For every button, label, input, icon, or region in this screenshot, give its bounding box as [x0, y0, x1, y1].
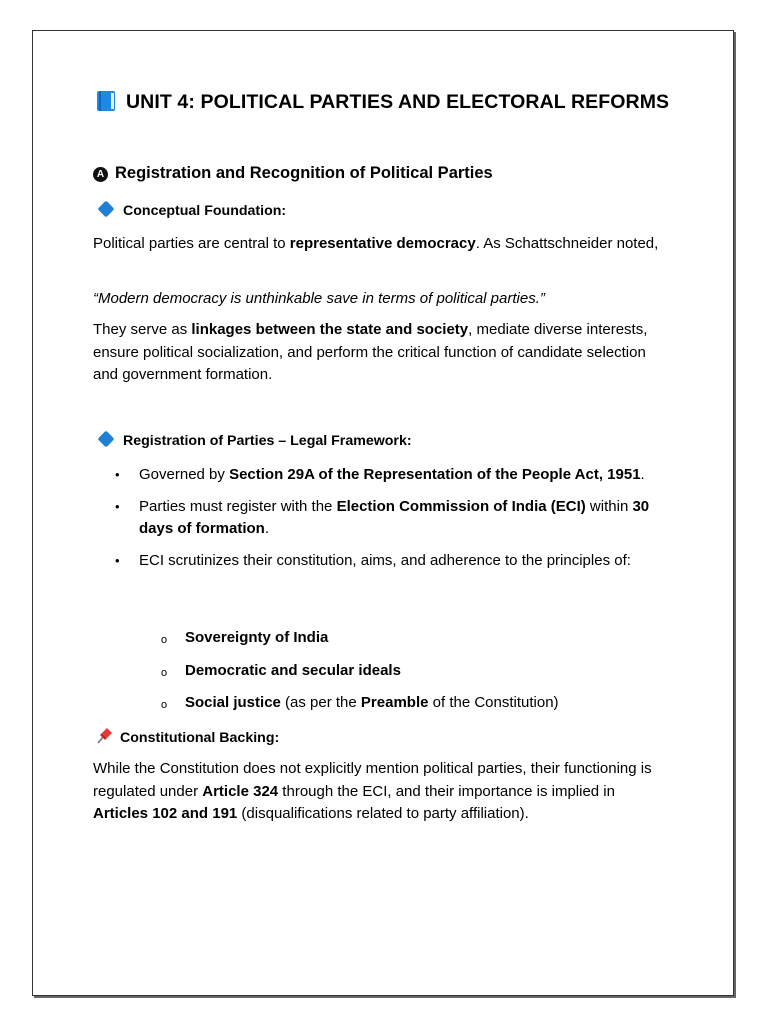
- bold-text: linkages between the state and society: [191, 321, 469, 338]
- bold-text: Sovereignty of India: [185, 629, 329, 646]
- registration-heading: [96, 433, 412, 449]
- text-run: ECI scrutinizes their constitution, aims, and adherence to the principles of:: [139, 551, 631, 569]
- pushpin-icon: [95, 727, 113, 745]
- list-item: [185, 660, 559, 683]
- bold-text: Democratic and secular ideals: [185, 661, 401, 679]
- list-item: [185, 627, 559, 650]
- blue-diamond-icon: [98, 431, 115, 448]
- text-run: . As Schattschneider noted,: [475, 235, 659, 252]
- bold-text: Section 29A of the Representation of the People Act, 1951: [229, 466, 641, 483]
- text-run: .: [264, 520, 270, 537]
- blue-diamond-icon: [98, 201, 115, 218]
- list-item: [139, 464, 679, 487]
- bold-text: Election Commission of India (ECI): [336, 497, 586, 515]
- text-run: Parties must register with the: [139, 497, 337, 515]
- text-run: , mediate diverse interests, ensure political socialization, and perform the critical function of candidate selection and government formation.: [93, 321, 648, 383]
- constitutional-heading-text: Constitutional Backing:: [120, 730, 280, 746]
- constitutional-heading: [95, 727, 279, 746]
- conceptual-heading: [96, 203, 286, 219]
- principles-list: [185, 627, 559, 715]
- text-run: .: [640, 466, 645, 483]
- text-run: They serve as: [93, 321, 192, 338]
- list-item: [139, 496, 679, 541]
- text-run: of the Constitution): [428, 694, 559, 711]
- bold-text: Articles 102 and 191: [93, 805, 238, 822]
- bold-text: Preamble: [360, 694, 429, 711]
- section-heading-text: Registration and Recognition of Political Parties: [115, 164, 493, 182]
- registration-heading-text: Registration of Parties – Legal Framework:: [123, 433, 412, 449]
- page-title: [96, 90, 669, 114]
- text-run: through the ECI, and their importance is implied in: [278, 782, 615, 800]
- bold-text: Article 324: [202, 782, 279, 800]
- text-run: (as per the: [280, 694, 361, 711]
- conceptual-heading-text: Conceptual Foundation:: [123, 203, 287, 219]
- list-item: [185, 692, 559, 715]
- text-run: (disqualifications related to party affiliation).: [237, 805, 529, 822]
- text-run: Political parties are central to: [93, 235, 290, 252]
- text-run: Governed by: [139, 466, 230, 483]
- registration-list: [139, 464, 679, 572]
- constitutional-paragraph: [93, 758, 673, 826]
- circled-a-icon: A: [93, 167, 108, 182]
- conceptual-paragraph-1: [93, 233, 673, 256]
- text-run: While the Constitution does not explicitly mention political parties, their functioning is regulated under: [93, 760, 652, 800]
- bold-text: representative democracy: [289, 235, 476, 252]
- page-title-text: UNIT 4: POLITICAL PARTIES AND ELECTORAL REFORMS: [126, 91, 670, 113]
- list-item: [139, 550, 679, 573]
- bold-text: 30 days of formation: [139, 497, 650, 537]
- section-heading: [93, 164, 493, 183]
- conceptual-paragraph-2: [93, 319, 673, 387]
- bold-text: Social justice: [185, 694, 281, 711]
- text-run: within: [585, 497, 633, 515]
- quote: “Modern democracy is unthinkable save in terms of political parties.”: [93, 290, 545, 307]
- blue-book-icon: [96, 90, 116, 112]
